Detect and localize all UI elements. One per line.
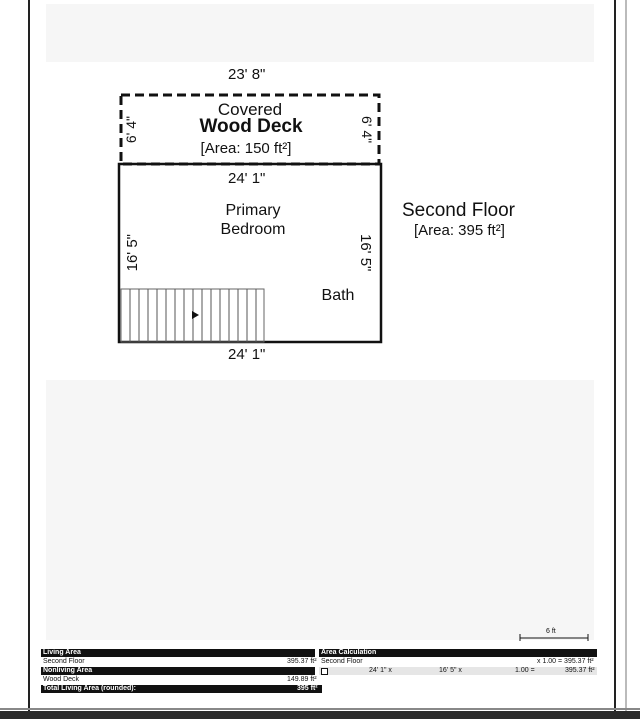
calc-header-row	[319, 649, 597, 657]
deck-row	[41, 676, 315, 684]
calc-detail-row	[319, 667, 597, 675]
calc-name: Second Floor	[321, 658, 363, 665]
floor-top-dimension: 24' 1"	[228, 170, 266, 187]
deck-area: [Area: 150 ft²]	[200, 140, 292, 157]
deck-label-name: Wood Deck	[199, 116, 303, 137]
floor-outline	[119, 164, 381, 342]
second-floor-label: Second Floor	[43, 658, 85, 665]
bath-label: Bath	[321, 287, 355, 304]
bottom-edge-line	[0, 708, 640, 710]
calc-shape-icon	[321, 668, 328, 675]
total-row	[41, 685, 322, 693]
second-floor-row	[41, 658, 597, 666]
total-label: Total Living Area (rounded):	[43, 685, 136, 692]
calc-header: Area Calculation	[321, 649, 377, 656]
deck-label-covered: Covered	[217, 100, 283, 119]
deck-table-value: 149.89 ft²	[287, 676, 317, 683]
scale-label: 6 ft	[546, 628, 556, 635]
nonliving-header: Nonliving Area	[43, 667, 93, 674]
calc-total: 395.37 ft²	[565, 667, 595, 674]
deck-left-dimension: 6' 4"	[123, 116, 139, 144]
stair-direction-arrow-icon	[192, 311, 199, 319]
floor-area: [Area: 395 ft²]	[414, 222, 505, 239]
floor-title: Second Floor	[402, 200, 516, 221]
total-value: 395 ft²	[297, 685, 318, 692]
bottom-edge	[0, 711, 640, 719]
living-area-header-row	[41, 649, 315, 657]
deck-table-label: Wood Deck	[43, 676, 80, 683]
scale-bar	[520, 634, 588, 641]
deck-right-dimension: 6' 4"	[359, 116, 375, 144]
floor-bottom-dimension: 24' 1"	[228, 346, 266, 363]
bedroom-label-line2: Bedroom	[220, 221, 286, 238]
floor-right-dimension: 16' 5"	[357, 234, 374, 272]
calc-height: 16' 5" x	[439, 667, 462, 674]
second-floor-value: 395.37 ft²	[287, 658, 317, 665]
calc-width: 24' 1" x	[369, 667, 392, 674]
bedroom-label-line1: Primary	[225, 202, 281, 219]
calc-factor: 1.00 =	[515, 667, 535, 674]
living-area-header: Living Area	[43, 649, 81, 656]
nonliving-header-row	[41, 667, 315, 675]
deck-top-dimension: 23' 8"	[228, 66, 266, 83]
floor-left-dimension: 16' 5"	[124, 234, 141, 272]
calc-result: x 1.00 = 395.37 ft²	[537, 658, 594, 665]
